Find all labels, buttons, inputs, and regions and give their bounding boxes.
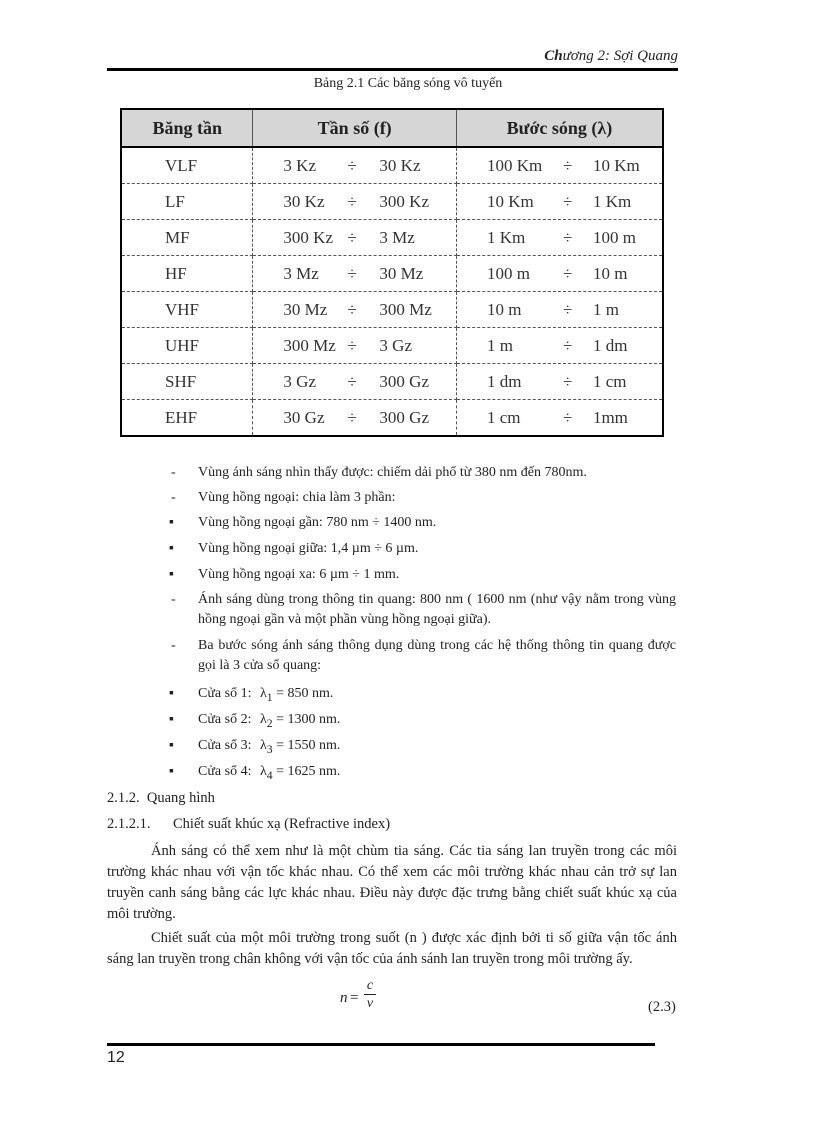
wavelength-from: 1 m xyxy=(486,335,513,355)
table-caption: Bảng 2.1 Các băng sóng vô tuyến xyxy=(313,76,503,91)
frequency-to: 300 Kz xyxy=(379,191,429,211)
wavelength-to: 10 m xyxy=(592,263,628,283)
table-row xyxy=(121,364,663,400)
list-item-text: Vùng hồng ngoại xa: 6 µm ÷ 1 mm. xyxy=(198,567,400,582)
range-separator: ÷ xyxy=(562,407,573,427)
section-title: Quang hình xyxy=(146,790,215,806)
band-cell xyxy=(121,220,253,256)
range-separator: ÷ xyxy=(347,263,357,283)
band-name: UHF xyxy=(165,335,200,355)
band-cell xyxy=(121,147,253,184)
table-row xyxy=(121,184,663,220)
wavelength-cell xyxy=(456,400,663,437)
range-separator: ÷ xyxy=(562,371,573,391)
wavelength-from: 1 Km xyxy=(486,227,526,247)
window-value: = 1300 nm. xyxy=(276,712,341,727)
wavelength-cell xyxy=(456,256,663,292)
wavelength-to: 10 Km xyxy=(592,155,640,175)
frequency-from: 300 Kz xyxy=(283,227,333,247)
table-row xyxy=(121,292,663,328)
frequency-from: 3 Gz xyxy=(283,371,316,391)
lambda-subscript: 3 xyxy=(266,742,273,756)
column-header-band: Băng tần xyxy=(121,109,253,147)
square-bullet-icon: ▪ xyxy=(169,541,174,556)
window-label: Cửa sổ 2: xyxy=(198,712,252,727)
frequency-to: 3 Gz xyxy=(379,335,412,355)
wavelength-to: 1mm xyxy=(592,407,628,427)
square-bullet-icon: ▪ xyxy=(169,515,174,530)
section-number: 2.1.2. xyxy=(107,790,140,806)
frequency-from: 3 Mz xyxy=(283,263,319,283)
page-number: 12 xyxy=(107,1049,125,1066)
list-item xyxy=(171,590,676,630)
band-cell xyxy=(121,256,253,292)
window-label: Cửa sổ 4: xyxy=(198,764,252,779)
frequency-from: 3 Kz xyxy=(283,155,316,175)
section-heading-2-1-2-1 xyxy=(107,816,151,833)
lambda-symbol: λ xyxy=(260,712,267,727)
dash-bullet: - xyxy=(171,465,176,480)
frequency-from: 30 Kz xyxy=(283,191,325,211)
frequency-to: 30 Mz xyxy=(379,263,424,283)
frequency-cell xyxy=(253,220,457,256)
equation-number: (2.3) xyxy=(648,999,676,1015)
frequency-from: 30 Gz xyxy=(283,407,325,427)
table-row xyxy=(121,328,663,364)
list-item-text: Ánh sáng dùng trong thông tin quang: 800 nm ( 1600 nm (như vậy nằm trong vùng hồng ngoại gần và một phần vùng hồng ngoại giữa). xyxy=(198,592,676,627)
range-separator: ÷ xyxy=(347,371,357,391)
chapter-title: ương 2: Sợi Quang xyxy=(562,48,678,64)
footer-rule xyxy=(107,1043,655,1046)
lambda-subscript: 1 xyxy=(266,690,273,704)
band-cell xyxy=(121,292,253,328)
optical-window-item xyxy=(171,736,676,760)
optical-window-item xyxy=(171,710,676,734)
range-separator: ÷ xyxy=(347,335,357,355)
band-cell xyxy=(121,364,253,400)
table-row xyxy=(121,256,663,292)
square-bullet-icon: ▪ xyxy=(169,712,174,727)
list-item xyxy=(171,513,676,533)
frequency-to: 300 Mz xyxy=(379,299,432,319)
column-header-frequency: Tần số (f) xyxy=(253,109,457,147)
chapter-prefix: Ch xyxy=(544,48,563,64)
list-item xyxy=(171,539,676,559)
range-separator: ÷ xyxy=(562,335,573,355)
lambda-symbol: λ xyxy=(260,686,267,701)
frequency-cell xyxy=(253,184,457,220)
formula-equals: = xyxy=(350,990,359,1006)
frequency-from: 30 Mz xyxy=(283,299,328,319)
wavelength-cell xyxy=(456,147,663,184)
range-separator: ÷ xyxy=(347,407,357,427)
section-heading-2-1-2 xyxy=(107,790,215,807)
window-value: = 1550 nm. xyxy=(276,738,341,753)
table-row xyxy=(121,147,663,184)
wavelength-to: 1 Km xyxy=(592,191,632,211)
fraction-bar xyxy=(364,994,376,995)
band-cell xyxy=(121,184,253,220)
wavelength-from: 1 cm xyxy=(486,407,521,427)
frequency-from: 300 Mz xyxy=(283,335,336,355)
frequency-cell xyxy=(253,364,457,400)
list-item-text: Vùng ánh sáng nhìn thấy được: chiếm dải phổ từ 380 nm đến 780nm. xyxy=(198,465,587,480)
frequency-cell xyxy=(253,400,457,437)
wavelength-cell xyxy=(456,328,663,364)
dash-bullet: - xyxy=(171,592,176,607)
wavelength-from: 100 m xyxy=(486,263,530,283)
frequency-cell xyxy=(253,328,457,364)
frequency-to: 3 Mz xyxy=(379,227,415,247)
band-cell xyxy=(121,328,253,364)
wavelength-to: 1 cm xyxy=(592,371,627,391)
list-item-text: Vùng hồng ngoại: chia làm 3 phần: xyxy=(198,490,396,505)
window-label: Cửa sổ 1: xyxy=(198,686,252,701)
list-item-text: Vùng hồng ngoại gần: 780 nm ÷ 1400 nm. xyxy=(198,515,437,530)
wavelength-cell xyxy=(456,184,663,220)
band-name: LF xyxy=(165,191,185,211)
window-value: = 1625 nm. xyxy=(276,764,341,779)
table-header-row xyxy=(121,109,663,147)
range-separator: ÷ xyxy=(562,299,573,319)
wavelength-cell xyxy=(456,364,663,400)
list-item-text: Ba bước sóng ánh sáng thông dụng dùng trong các hệ thống thông tin quang được gọi là 3 cửa sổ quang: xyxy=(198,638,676,673)
list-item-text: Vùng hồng ngoại giữa: 1,4 µm ÷ 6 µm. xyxy=(198,541,419,556)
range-separator: ÷ xyxy=(347,299,357,319)
band-cell xyxy=(121,400,253,437)
optical-window-item xyxy=(171,684,676,708)
radio-bands-table xyxy=(120,108,664,437)
square-bullet-icon: ▪ xyxy=(169,738,174,753)
table-row xyxy=(121,400,663,437)
range-separator: ÷ xyxy=(562,191,573,211)
wavelength-from: 10 Km xyxy=(486,191,534,211)
frequency-cell xyxy=(253,292,457,328)
wavelength-to: 1 dm xyxy=(592,335,628,355)
formula-lhs: n xyxy=(340,990,348,1006)
section-number: 2.1.2.1. xyxy=(107,816,151,832)
wavelength-cell xyxy=(456,292,663,328)
band-name: SHF xyxy=(165,371,197,391)
square-bullet-icon: ▪ xyxy=(169,567,174,582)
frequency-cell xyxy=(253,256,457,292)
wavelength-to: 100 m xyxy=(592,227,636,247)
frequency-to: 300 Gz xyxy=(379,407,429,427)
wavelength-to: 1 m xyxy=(592,299,619,319)
paragraph-light-ray: Ánh sáng có thể xem như là một chùm tia sáng. Các tia sáng lan truyền trong các môi trường khác nhau với vận tốc khác nhau. Có thể xem các môi trường khác nhau cản trở sự lan truyền canh sáng bằng các lực khác nhau. Điều này được đặc trưng bằng chiết suất khúc xạ của môi trường. xyxy=(107,843,677,922)
range-separator: ÷ xyxy=(562,227,573,247)
range-separator: ÷ xyxy=(347,155,357,175)
list-item xyxy=(171,463,676,483)
wavelength-from: 100 Km xyxy=(486,155,543,175)
wavelength-from: 10 m xyxy=(486,299,522,319)
frequency-cell xyxy=(253,147,457,184)
table-row xyxy=(121,220,663,256)
frequency-to: 30 Kz xyxy=(379,155,421,175)
range-separator: ÷ xyxy=(347,227,357,247)
square-bullet-icon: ▪ xyxy=(169,764,174,779)
running-header xyxy=(544,48,678,65)
optical-window-item xyxy=(171,762,676,786)
band-name: EHF xyxy=(165,407,198,427)
band-name: HF xyxy=(165,263,187,283)
range-separator: ÷ xyxy=(562,263,573,283)
section-title: Chiết suất khúc xạ (Refractive index) xyxy=(173,816,391,832)
list-item xyxy=(171,488,676,508)
band-name: VLF xyxy=(165,155,198,175)
square-bullet-icon: ▪ xyxy=(169,686,174,701)
dash-bullet: - xyxy=(171,490,176,505)
window-label: Cửa sổ 3: xyxy=(198,738,252,753)
formula-fraction xyxy=(364,978,376,1011)
lambda-symbol: λ xyxy=(260,738,267,753)
list-item xyxy=(171,636,676,676)
formula-numerator: c xyxy=(366,978,374,993)
frequency-to: 300 Gz xyxy=(379,371,429,391)
wavelength-cell xyxy=(456,220,663,256)
lambda-subscript: 4 xyxy=(266,768,273,782)
band-name: VHF xyxy=(165,299,200,319)
band-name: MF xyxy=(165,227,190,247)
paragraph-refractive-index: Chiết suất của một môi trường trong suốt (n ) được xác định bởi ti số giữa vận tốc ánh sáng lan truyền trong chân không với vận tốc của ánh sánh lan truyền trong môi trường ấy. xyxy=(107,930,677,967)
lambda-symbol: λ xyxy=(260,764,267,779)
column-header-wavelength: Bước sóng (λ) xyxy=(456,109,663,147)
window-value: = 850 nm. xyxy=(276,686,334,701)
formula-denominator: v xyxy=(366,996,374,1011)
wavelength-from: 1 dm xyxy=(486,371,522,391)
list-item xyxy=(171,565,676,585)
header-rule xyxy=(107,68,678,71)
lambda-subscript: 2 xyxy=(266,716,273,730)
range-separator: ÷ xyxy=(562,155,573,175)
range-separator: ÷ xyxy=(347,191,357,211)
dash-bullet: - xyxy=(171,638,176,653)
